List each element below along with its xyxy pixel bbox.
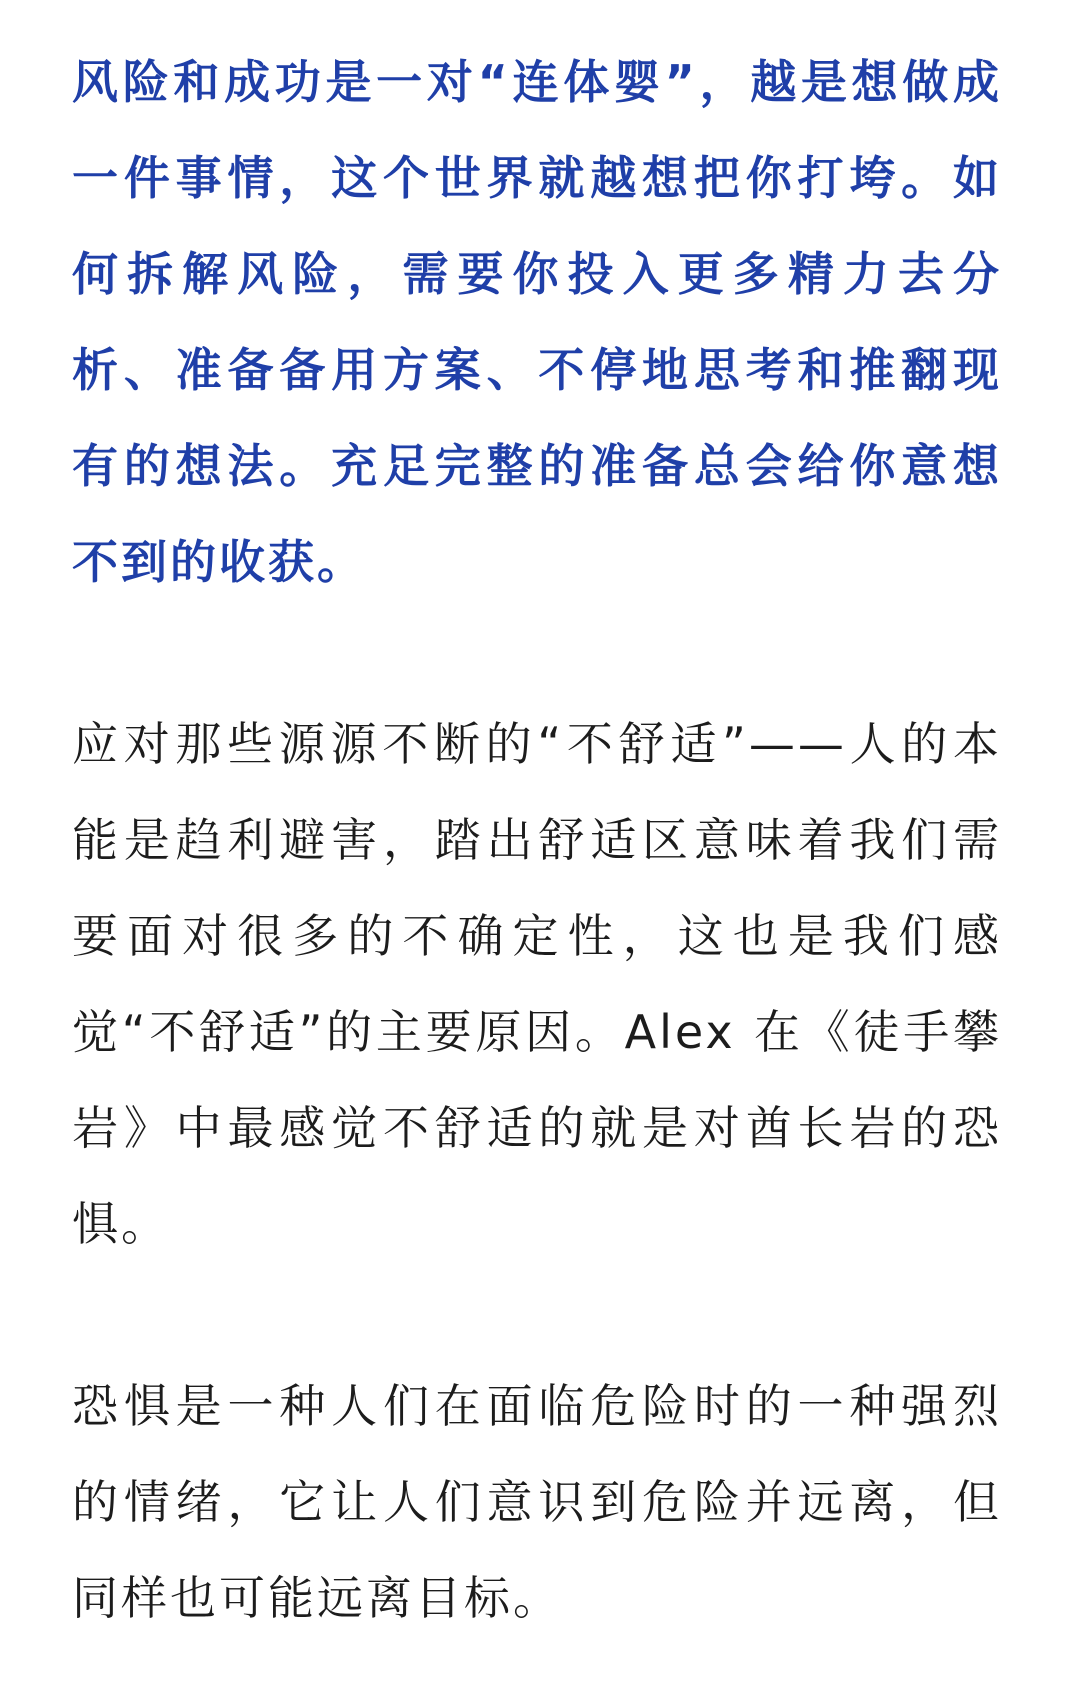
- article-body: [72, 34, 1002, 1646]
- paragraph-risk-and-success: 风险和成功是一对“连体婴”，越是想做成一件事情，这个世界就越想把你打垮。如何拆解风险，需要你投入更多精力去分析、准备备用方案、不停地思考和推翻现有的想法。充足完整的准备总会给你意想不到的收获。: [72, 55, 1002, 589]
- paragraph-discomfort: 应对那些源源不断的“不舒适”——人的本能是趋利避害，踏出舒适区意味着我们需要面对很多的不确定性，这也是我们感觉“不舒适”的主要原因。Alex 在《徒手攀岩》中最感觉不舒适的就是对酋长岩的恐惧。: [72, 717, 1002, 1251]
- paragraph-fear: 恐惧是一种人们在面临危险时的一种强烈的情绪，它让人们意识到危险并远离，但同样也可能远离目标。: [72, 1379, 1002, 1625]
